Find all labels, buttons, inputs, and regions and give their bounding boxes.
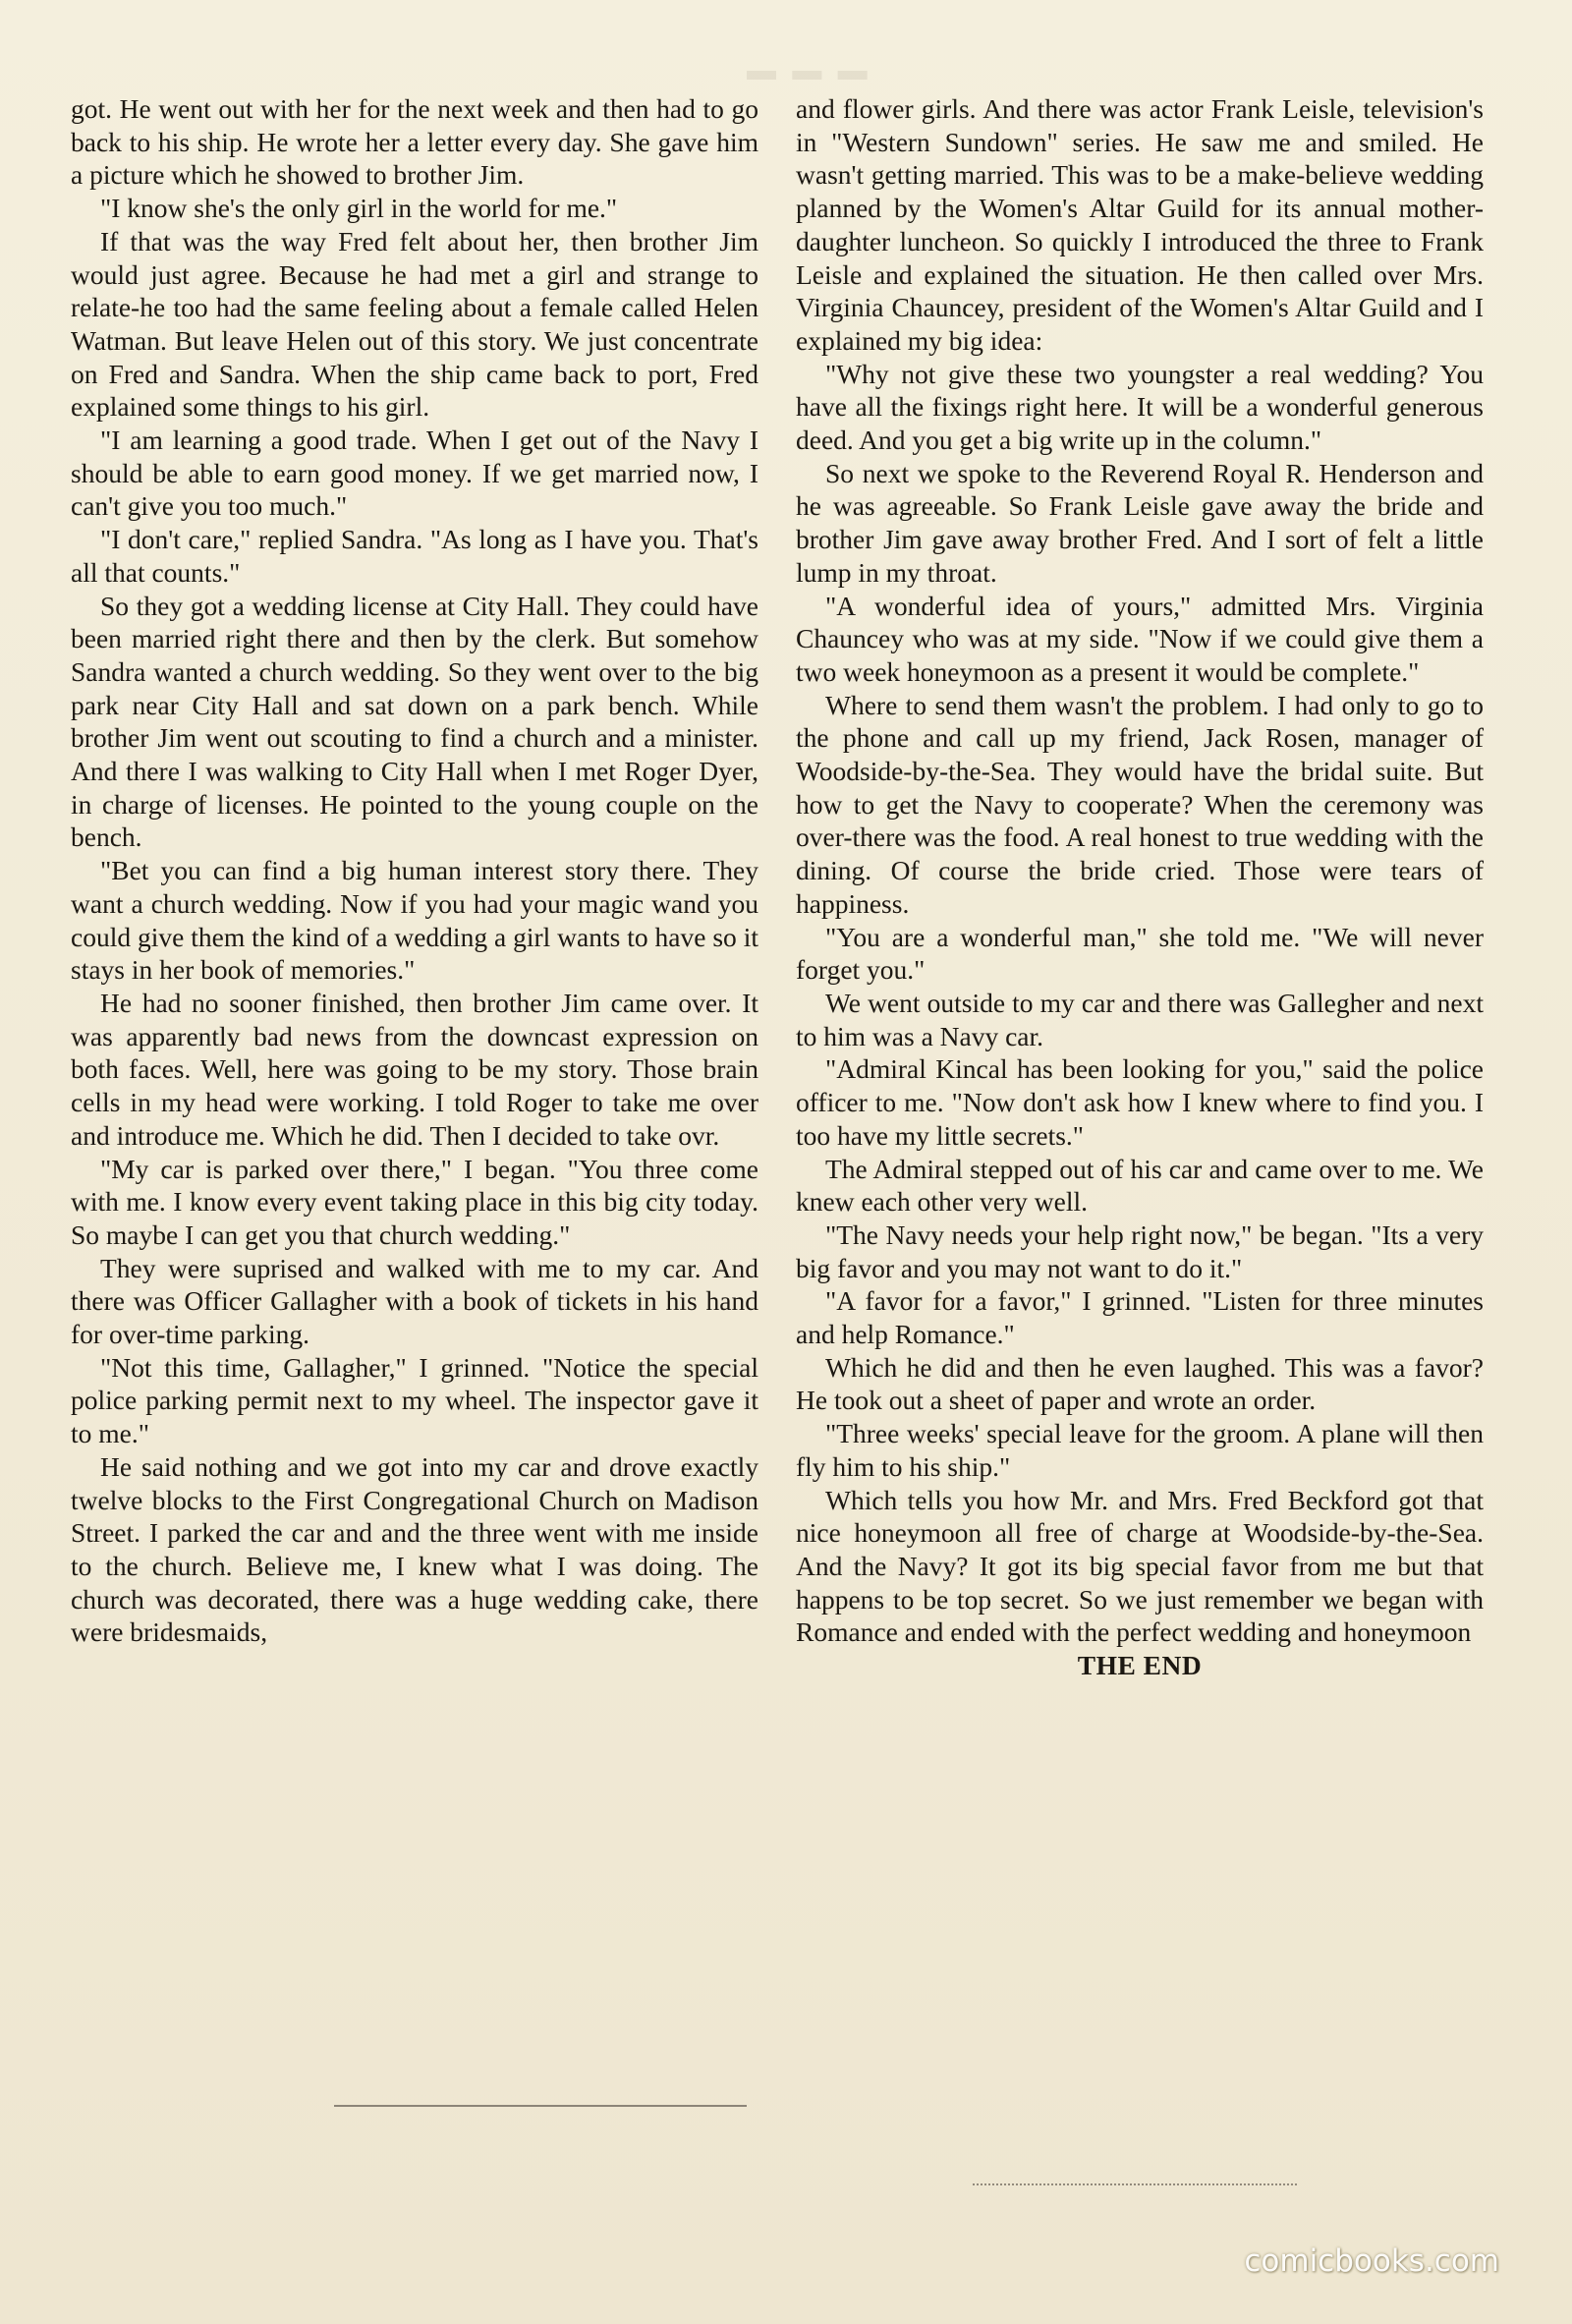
bleed-through-text: ▬ ▬ ▬ bbox=[747, 54, 871, 86]
the-end-label: THE END bbox=[1077, 1650, 1203, 1681]
paragraph: "Admiral Kincal has been looking for you," said the police officer to me. "Now don't ask how I knew where to find you. I too have my little secrets." bbox=[796, 1053, 1484, 1151]
paragraph: "I know she's the only girl in the world for me." bbox=[100, 193, 618, 224]
paragraph: "The Navy needs your help right now," be began. "Its a very big favor and you may not want to do it." bbox=[796, 1219, 1484, 1283]
left-column bbox=[71, 92, 758, 1649]
paragraph: If that was the way Fred felt about her, then brother Jim would just agree. Because he had met a girl and strange to relate-he too had the same feeling about a female called Helen Watman. But leave Helen out of this story. We just concentrate on Fred and Sandra. When the ship came back to port, Fred explained some things to his girl. bbox=[71, 225, 758, 423]
paragraph: "Not this time, Gallagher," I grinned. "Notice the special police parking permit next to my wheel. The inspector gave it to me." bbox=[71, 1351, 758, 1449]
bottom-rule bbox=[973, 2183, 1297, 2185]
paragraph: So they got a wedding license at City Hall. They could have been married right there and then by the clerk. But somehow Sandra wanted a church wedding. So they went over to the big park near City Hall and sat down on a park bench. While brother Jim went out scouting to find a church and a minister. And there I was walking to City Hall when I met Roger Dyer, in charge of licenses. He pointed to the young couple on the bench. bbox=[71, 590, 758, 853]
paragraph: "A favor for a favor," I grinned. "Listen for three minutes and help Romance." bbox=[796, 1285, 1484, 1350]
right-column bbox=[796, 92, 1484, 1682]
paragraph: "My car is parked over there," I began. "You three come with me. I know every event taking place in this big city today. So maybe I can get you that church wedding." bbox=[71, 1153, 758, 1250]
paragraph: "I don't care," replied Sandra. "As long as I have you. That's all that counts." bbox=[71, 524, 758, 588]
paragraph: "A wonderful idea of yours," admitted Mrs. Virginia Chauncey who was at my side. "Now if we could give them a two week honeymoon as a present it would be complete." bbox=[796, 590, 1484, 687]
paragraph: Which tells you how Mr. and Mrs. Fred Beckford got that nice honeymoon all free of charge at Woodside-by-the-Sea. And the Navy? It got its big special favor from me but that happens to be top secret. So we just remember we began with Romance and ended with the perfect wedding and honeymoon bbox=[796, 1484, 1484, 1648]
paragraph: "You are a wonderful man," she told me. "We will never forget you." bbox=[796, 921, 1484, 986]
paragraph: "Bet you can find a big human interest story there. They want a church wedding. Now if you had your magic wand you could give them the kind of a wedding a girl wants to have so it stays in her book of memories." bbox=[71, 855, 758, 986]
paragraph: Where to send them wasn't the problem. I had only to go to the phone and call up my friend, Jack Rosen, manager of Woodside-by-the-Sea. They would have the bridal suite. But how to get the Navy to cooperate? When the ceremony was over-there was the food. A real honest to true wedding with the dining. Of course the bride cried. Those were tears of happiness. bbox=[796, 689, 1484, 919]
paragraph: got. He went out with her for the next week and then had to go back to his ship. He wrote her a letter every day. She gave him a picture which he showed to brother Jim. bbox=[71, 93, 758, 191]
paragraph: "Why not give these two youngster a real wedding? You have all the fixings right here. It will be a wonderful generous deed. And you get a big write up in the column." bbox=[796, 358, 1484, 456]
paragraph: He said nothing and we got into my car and drove exactly twelve blocks to the First Congregational Church on Madison Street. I parked the car and and the three went with me inside to the church. Believe me, I knew what I was doing. The church was decorated, there was a huge wedding cake, there were bridesmaids, bbox=[71, 1450, 758, 1648]
paragraph: "Three weeks' special leave for the groom. A plane will then fly him to his ship." bbox=[796, 1418, 1484, 1482]
watermark: comicbooks.com bbox=[1244, 2243, 1499, 2279]
paragraph: So next we spoke to the Reverend Royal R. Henderson and he was agreeable. So Frank Leisle gave away the bride and brother Jim gave away brother Fred. And I sort of felt a little lump in my throat. bbox=[796, 457, 1484, 588]
paragraph: and flower girls. And there was actor Frank Leisle, television's in "Western Sundown" series. He saw me and smiled. He wasn't getting married. This was to be a make-believe wedding planned by the Women's Altar Guild for its annual mother-daughter luncheon. So quickly I introduced the three to Frank Leisle and explained the situation. He then called over Mrs. Virginia Chauncey, president of the Women's Altar Guild and I explained my big idea: bbox=[796, 93, 1484, 356]
paragraph: We went outside to my car and there was Gallegher and next to him was a Navy car. bbox=[796, 987, 1484, 1051]
column-rule bbox=[334, 2105, 747, 2107]
paragraph: He had no sooner finished, then brother Jim came over. It was apparently bad news from the downcast expression on both faces. Well, here was going to be my story. Those brain cells in my head were working. I told Roger to take me over and introduce me. Which he did. Then I decided to take ovr. bbox=[71, 987, 758, 1151]
paragraph: The Admiral stepped out of his car and came over to me. We knew each other very well. bbox=[796, 1153, 1484, 1218]
paragraph: Which he did and then he even laughed. This was a favor? He took out a sheet of paper and wrote an order. bbox=[796, 1351, 1484, 1416]
paragraph: They were suprised and walked with me to my car. And there was Officer Gallagher with a book of tickets in his hand for over-time parking. bbox=[71, 1252, 758, 1350]
paragraph: "I am learning a good trade. When I get out of the Navy I should be able to earn good money. If we get married now, I can't give you too much." bbox=[71, 425, 758, 522]
